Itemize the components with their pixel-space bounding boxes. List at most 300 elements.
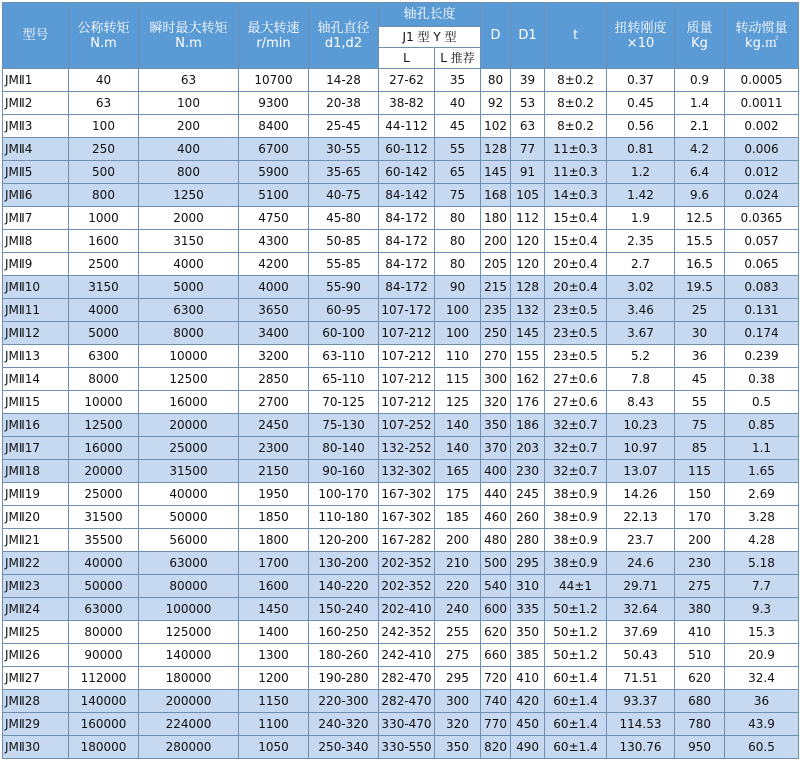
header-max-speed: 最大转速 r/min xyxy=(239,3,309,69)
cell-bore-diameter: 150-240 xyxy=(309,598,379,621)
cell-stiffness: 10.23 xyxy=(607,414,675,437)
cell-d: 820 xyxy=(481,736,511,759)
cell-inertia: 0.083 xyxy=(725,276,799,299)
cell-model: JMⅡ30 xyxy=(3,736,69,759)
cell-mass: 36 xyxy=(675,345,725,368)
cell-mass: 680 xyxy=(675,690,725,713)
cell-inertia: 1.1 xyxy=(725,437,799,460)
cell-bore-length-l: 167-282 xyxy=(379,529,435,552)
cell-bore-diameter: 40-75 xyxy=(309,184,379,207)
cell-rated-torque: 112000 xyxy=(69,667,139,690)
cell-d: 270 xyxy=(481,345,511,368)
cell-bore-diameter: 50-85 xyxy=(309,230,379,253)
cell-inertia: 32.4 xyxy=(725,667,799,690)
cell-inertia: 0.024 xyxy=(725,184,799,207)
cell-inertia: 3.28 xyxy=(725,506,799,529)
table-row xyxy=(3,184,799,207)
coupling-spec-table xyxy=(2,2,799,759)
cell-d1: 450 xyxy=(511,713,545,736)
table-row xyxy=(3,299,799,322)
cell-bore-length-l-recommended: 90 xyxy=(435,276,481,299)
cell-model: JMⅡ13 xyxy=(3,345,69,368)
cell-bore-length-l: 107-212 xyxy=(379,391,435,414)
table-row xyxy=(3,391,799,414)
cell-t: 44±1 xyxy=(545,575,607,598)
cell-stiffness: 1.2 xyxy=(607,161,675,184)
cell-bore-diameter: 80-140 xyxy=(309,437,379,460)
header-length-l-recommended: L 推荐 xyxy=(435,48,481,69)
cell-inertia: 2.69 xyxy=(725,483,799,506)
cell-max-speed: 6700 xyxy=(239,138,309,161)
cell-inertia: 7.7 xyxy=(725,575,799,598)
cell-mass: 200 xyxy=(675,529,725,552)
cell-t: 15±0.4 xyxy=(545,207,607,230)
cell-bore-length-l: 107-212 xyxy=(379,345,435,368)
cell-d: 370 xyxy=(481,437,511,460)
cell-max-speed: 5900 xyxy=(239,161,309,184)
header-bore-type: J1 型 Y 型 xyxy=(379,27,481,48)
cell-bore-diameter: 60-95 xyxy=(309,299,379,322)
cell-rated-torque: 100 xyxy=(69,115,139,138)
cell-model: JMⅡ5 xyxy=(3,161,69,184)
cell-bore-length-l-recommended: 40 xyxy=(435,92,481,115)
cell-bore-length-l: 330-470 xyxy=(379,713,435,736)
cell-bore-length-l-recommended: 210 xyxy=(435,552,481,575)
cell-inertia: 0.0005 xyxy=(725,69,799,92)
cell-inertia: 0.057 xyxy=(725,230,799,253)
cell-rated-torque: 6300 xyxy=(69,345,139,368)
cell-model: JMⅡ26 xyxy=(3,644,69,667)
cell-bore-length-l-recommended: 55 xyxy=(435,138,481,161)
cell-rated-torque: 3150 xyxy=(69,276,139,299)
table-row xyxy=(3,575,799,598)
table-row xyxy=(3,115,799,138)
cell-bore-diameter: 100-170 xyxy=(309,483,379,506)
cell-model: JMⅡ22 xyxy=(3,552,69,575)
cell-bore-length-l-recommended: 140 xyxy=(435,414,481,437)
table-row xyxy=(3,230,799,253)
header-mass: 质量 Kg xyxy=(675,3,725,69)
cell-t: 11±0.3 xyxy=(545,138,607,161)
cell-max-speed: 1800 xyxy=(239,529,309,552)
cell-mass: 4.2 xyxy=(675,138,725,161)
cell-d: 350 xyxy=(481,414,511,437)
cell-inertia: 0.012 xyxy=(725,161,799,184)
cell-bore-length-l: 84-172 xyxy=(379,253,435,276)
cell-mass: 620 xyxy=(675,667,725,690)
table-row xyxy=(3,621,799,644)
cell-bore-length-l-recommended: 115 xyxy=(435,368,481,391)
cell-d1: 176 xyxy=(511,391,545,414)
cell-rated-torque: 5000 xyxy=(69,322,139,345)
cell-stiffness: 5.2 xyxy=(607,345,675,368)
cell-peak-torque: 125000 xyxy=(139,621,239,644)
cell-bore-diameter: 65-110 xyxy=(309,368,379,391)
cell-d1: 53 xyxy=(511,92,545,115)
header-peak-torque: 瞬时最大转矩 N.m xyxy=(139,3,239,69)
cell-bore-length-l-recommended: 140 xyxy=(435,437,481,460)
cell-bore-diameter: 190-280 xyxy=(309,667,379,690)
cell-bore-length-l: 242-352 xyxy=(379,621,435,644)
cell-rated-torque: 40000 xyxy=(69,552,139,575)
cell-bore-length-l-recommended: 80 xyxy=(435,230,481,253)
cell-stiffness: 2.35 xyxy=(607,230,675,253)
cell-d1: 39 xyxy=(511,69,545,92)
cell-bore-length-l-recommended: 125 xyxy=(435,391,481,414)
cell-d1: 63 xyxy=(511,115,545,138)
cell-max-speed: 3650 xyxy=(239,299,309,322)
cell-mass: 45 xyxy=(675,368,725,391)
table-row xyxy=(3,92,799,115)
cell-bore-length-l-recommended: 165 xyxy=(435,460,481,483)
cell-d: 480 xyxy=(481,529,511,552)
cell-mass: 2.1 xyxy=(675,115,725,138)
cell-peak-torque: 180000 xyxy=(139,667,239,690)
cell-bore-length-l: 107-172 xyxy=(379,299,435,322)
cell-max-speed: 3400 xyxy=(239,322,309,345)
cell-bore-length-l: 132-252 xyxy=(379,437,435,460)
cell-mass: 380 xyxy=(675,598,725,621)
cell-model: JMⅡ19 xyxy=(3,483,69,506)
cell-max-speed: 1150 xyxy=(239,690,309,713)
cell-t: 50±1.2 xyxy=(545,598,607,621)
cell-t: 32±0.7 xyxy=(545,414,607,437)
cell-bore-length-l-recommended: 80 xyxy=(435,253,481,276)
cell-bore-diameter: 90-160 xyxy=(309,460,379,483)
cell-inertia: 0.38 xyxy=(725,368,799,391)
cell-stiffness: 114.53 xyxy=(607,713,675,736)
cell-d: 740 xyxy=(481,690,511,713)
cell-max-speed: 1050 xyxy=(239,736,309,759)
cell-mass: 170 xyxy=(675,506,725,529)
cell-max-speed: 5100 xyxy=(239,184,309,207)
cell-peak-torque: 31500 xyxy=(139,460,239,483)
cell-model: JMⅡ4 xyxy=(3,138,69,161)
cell-bore-length-l: 27-62 xyxy=(379,69,435,92)
header-inertia: 转动惯量 kg.㎡ xyxy=(725,3,799,69)
cell-t: 38±0.9 xyxy=(545,529,607,552)
cell-stiffness: 2.7 xyxy=(607,253,675,276)
cell-bore-length-l: 107-252 xyxy=(379,414,435,437)
cell-d: 215 xyxy=(481,276,511,299)
cell-d: 400 xyxy=(481,460,511,483)
cell-bore-length-l: 84-172 xyxy=(379,230,435,253)
cell-rated-torque: 4000 xyxy=(69,299,139,322)
cell-model: JMⅡ12 xyxy=(3,322,69,345)
cell-stiffness: 0.45 xyxy=(607,92,675,115)
cell-bore-length-l-recommended: 175 xyxy=(435,483,481,506)
cell-rated-torque: 20000 xyxy=(69,460,139,483)
cell-bore-length-l: 242-410 xyxy=(379,644,435,667)
cell-max-speed: 1300 xyxy=(239,644,309,667)
cell-bore-length-l: 107-212 xyxy=(379,368,435,391)
table-row xyxy=(3,276,799,299)
cell-mass: 19.5 xyxy=(675,276,725,299)
cell-bore-length-l-recommended: 45 xyxy=(435,115,481,138)
cell-bore-diameter: 60-100 xyxy=(309,322,379,345)
cell-d1: 105 xyxy=(511,184,545,207)
cell-t: 38±0.9 xyxy=(545,483,607,506)
cell-inertia: 43.9 xyxy=(725,713,799,736)
cell-rated-torque: 16000 xyxy=(69,437,139,460)
cell-rated-torque: 160000 xyxy=(69,713,139,736)
cell-t: 27±0.6 xyxy=(545,391,607,414)
cell-bore-diameter: 14-28 xyxy=(309,69,379,92)
cell-t: 38±0.9 xyxy=(545,506,607,529)
cell-stiffness: 32.64 xyxy=(607,598,675,621)
cell-d1: 155 xyxy=(511,345,545,368)
cell-mass: 780 xyxy=(675,713,725,736)
header-bore-diameter: 轴孔直径 d1,d2 xyxy=(309,3,379,69)
cell-rated-torque: 8000 xyxy=(69,368,139,391)
cell-rated-torque: 2500 xyxy=(69,253,139,276)
cell-max-speed: 1950 xyxy=(239,483,309,506)
cell-bore-length-l-recommended: 275 xyxy=(435,644,481,667)
cell-max-speed: 1600 xyxy=(239,575,309,598)
cell-bore-length-l: 167-302 xyxy=(379,506,435,529)
cell-stiffness: 0.37 xyxy=(607,69,675,92)
cell-d1: 420 xyxy=(511,690,545,713)
cell-inertia: 0.85 xyxy=(725,414,799,437)
cell-model: JMⅡ24 xyxy=(3,598,69,621)
cell-d1: 385 xyxy=(511,644,545,667)
cell-d: 720 xyxy=(481,667,511,690)
cell-mass: 16.5 xyxy=(675,253,725,276)
cell-model: JMⅡ25 xyxy=(3,621,69,644)
cell-d: 540 xyxy=(481,575,511,598)
cell-mass: 1.4 xyxy=(675,92,725,115)
cell-bore-length-l: 84-172 xyxy=(379,207,435,230)
cell-peak-torque: 280000 xyxy=(139,736,239,759)
cell-peak-torque: 25000 xyxy=(139,437,239,460)
cell-bore-length-l: 84-142 xyxy=(379,184,435,207)
cell-peak-torque: 400 xyxy=(139,138,239,161)
cell-d: 235 xyxy=(481,299,511,322)
cell-bore-length-l-recommended: 295 xyxy=(435,667,481,690)
cell-peak-torque: 6300 xyxy=(139,299,239,322)
cell-mass: 950 xyxy=(675,736,725,759)
cell-bore-length-l-recommended: 200 xyxy=(435,529,481,552)
cell-max-speed: 4200 xyxy=(239,253,309,276)
cell-model: JMⅡ11 xyxy=(3,299,69,322)
cell-inertia: 36 xyxy=(725,690,799,713)
cell-rated-torque: 31500 xyxy=(69,506,139,529)
cell-peak-torque: 100000 xyxy=(139,598,239,621)
cell-stiffness: 8.43 xyxy=(607,391,675,414)
table-row xyxy=(3,322,799,345)
cell-inertia: 0.5 xyxy=(725,391,799,414)
table-row xyxy=(3,368,799,391)
cell-bore-length-l-recommended: 80 xyxy=(435,207,481,230)
cell-mass: 230 xyxy=(675,552,725,575)
table-row xyxy=(3,161,799,184)
cell-bore-diameter: 63-110 xyxy=(309,345,379,368)
cell-bore-diameter: 250-340 xyxy=(309,736,379,759)
cell-peak-torque: 63 xyxy=(139,69,239,92)
cell-inertia: 0.174 xyxy=(725,322,799,345)
cell-t: 27±0.6 xyxy=(545,368,607,391)
cell-bore-length-l-recommended: 350 xyxy=(435,736,481,759)
cell-mass: 115 xyxy=(675,460,725,483)
cell-bore-diameter: 160-250 xyxy=(309,621,379,644)
cell-inertia: 60.5 xyxy=(725,736,799,759)
cell-d: 92 xyxy=(481,92,511,115)
cell-inertia: 15.3 xyxy=(725,621,799,644)
cell-model: JMⅡ20 xyxy=(3,506,69,529)
cell-t: 60±1.4 xyxy=(545,667,607,690)
cell-d: 460 xyxy=(481,506,511,529)
cell-model: JMⅡ3 xyxy=(3,115,69,138)
cell-bore-diameter: 130-200 xyxy=(309,552,379,575)
header-length-l: L xyxy=(379,48,435,69)
cell-d: 180 xyxy=(481,207,511,230)
cell-d: 168 xyxy=(481,184,511,207)
cell-inertia: 0.002 xyxy=(725,115,799,138)
cell-peak-torque: 80000 xyxy=(139,575,239,598)
cell-inertia: 0.065 xyxy=(725,253,799,276)
cell-model: JMⅡ9 xyxy=(3,253,69,276)
cell-bore-length-l-recommended: 75 xyxy=(435,184,481,207)
cell-bore-length-l: 282-470 xyxy=(379,690,435,713)
cell-bore-diameter: 70-125 xyxy=(309,391,379,414)
cell-d1: 230 xyxy=(511,460,545,483)
cell-d1: 128 xyxy=(511,276,545,299)
table-row xyxy=(3,345,799,368)
cell-bore-diameter: 25-45 xyxy=(309,115,379,138)
cell-d1: 145 xyxy=(511,322,545,345)
cell-max-speed: 2300 xyxy=(239,437,309,460)
cell-d: 200 xyxy=(481,230,511,253)
header-bore-length: 轴孔长度 xyxy=(379,3,481,27)
cell-d: 660 xyxy=(481,644,511,667)
table-row xyxy=(3,69,799,92)
cell-peak-torque: 2000 xyxy=(139,207,239,230)
cell-peak-torque: 56000 xyxy=(139,529,239,552)
cell-t: 8±0.2 xyxy=(545,115,607,138)
cell-bore-length-l: 84-172 xyxy=(379,276,435,299)
cell-peak-torque: 40000 xyxy=(139,483,239,506)
cell-inertia: 0.131 xyxy=(725,299,799,322)
cell-inertia: 20.9 xyxy=(725,644,799,667)
cell-stiffness: 24.6 xyxy=(607,552,675,575)
cell-stiffness: 10.97 xyxy=(607,437,675,460)
cell-rated-torque: 35500 xyxy=(69,529,139,552)
cell-bore-diameter: 55-85 xyxy=(309,253,379,276)
cell-max-speed: 3200 xyxy=(239,345,309,368)
cell-model: JMⅡ10 xyxy=(3,276,69,299)
cell-bore-length-l: 132-302 xyxy=(379,460,435,483)
cell-t: 32±0.7 xyxy=(545,460,607,483)
cell-rated-torque: 180000 xyxy=(69,736,139,759)
cell-max-speed: 2700 xyxy=(239,391,309,414)
cell-max-speed: 10700 xyxy=(239,69,309,92)
cell-bore-length-l: 107-212 xyxy=(379,322,435,345)
cell-peak-torque: 63000 xyxy=(139,552,239,575)
cell-model: JMⅡ8 xyxy=(3,230,69,253)
cell-d: 80 xyxy=(481,69,511,92)
cell-d1: 310 xyxy=(511,575,545,598)
cell-d1: 260 xyxy=(511,506,545,529)
cell-d1: 120 xyxy=(511,230,545,253)
cell-rated-torque: 1000 xyxy=(69,207,139,230)
cell-d1: 162 xyxy=(511,368,545,391)
cell-mass: 275 xyxy=(675,575,725,598)
cell-d: 300 xyxy=(481,368,511,391)
table-header xyxy=(3,3,799,69)
cell-bore-diameter: 120-200 xyxy=(309,529,379,552)
cell-peak-torque: 12500 xyxy=(139,368,239,391)
cell-model: JMⅡ28 xyxy=(3,690,69,713)
table-row xyxy=(3,529,799,552)
cell-bore-length-l: 167-302 xyxy=(379,483,435,506)
table-row xyxy=(3,736,799,759)
table-row xyxy=(3,414,799,437)
cell-bore-diameter: 45-80 xyxy=(309,207,379,230)
cell-peak-torque: 224000 xyxy=(139,713,239,736)
cell-d1: 335 xyxy=(511,598,545,621)
cell-bore-length-l-recommended: 300 xyxy=(435,690,481,713)
cell-d1: 132 xyxy=(511,299,545,322)
cell-max-speed: 1400 xyxy=(239,621,309,644)
cell-stiffness: 50.43 xyxy=(607,644,675,667)
table-row xyxy=(3,253,799,276)
cell-bore-length-l-recommended: 35 xyxy=(435,69,481,92)
cell-bore-length-l-recommended: 100 xyxy=(435,322,481,345)
cell-stiffness: 93.37 xyxy=(607,690,675,713)
cell-max-speed: 4300 xyxy=(239,230,309,253)
cell-d1: 186 xyxy=(511,414,545,437)
cell-t: 20±0.4 xyxy=(545,276,607,299)
cell-stiffness: 37.69 xyxy=(607,621,675,644)
cell-rated-torque: 63000 xyxy=(69,598,139,621)
cell-model: JMⅡ6 xyxy=(3,184,69,207)
cell-stiffness: 29.71 xyxy=(607,575,675,598)
cell-rated-torque: 800 xyxy=(69,184,139,207)
cell-max-speed: 4000 xyxy=(239,276,309,299)
cell-bore-length-l-recommended: 240 xyxy=(435,598,481,621)
cell-model: JMⅡ2 xyxy=(3,92,69,115)
cell-stiffness: 23.7 xyxy=(607,529,675,552)
cell-bore-diameter: 30-55 xyxy=(309,138,379,161)
cell-bore-diameter: 220-300 xyxy=(309,690,379,713)
cell-rated-torque: 50000 xyxy=(69,575,139,598)
cell-bore-diameter: 75-130 xyxy=(309,414,379,437)
table-row xyxy=(3,138,799,161)
cell-bore-length-l-recommended: 255 xyxy=(435,621,481,644)
cell-d1: 245 xyxy=(511,483,545,506)
cell-mass: 0.9 xyxy=(675,69,725,92)
cell-model: JMⅡ7 xyxy=(3,207,69,230)
cell-inertia: 0.0011 xyxy=(725,92,799,115)
cell-max-speed: 8400 xyxy=(239,115,309,138)
cell-t: 60±1.4 xyxy=(545,736,607,759)
cell-rated-torque: 40 xyxy=(69,69,139,92)
cell-bore-length-l-recommended: 110 xyxy=(435,345,481,368)
cell-model: JMⅡ29 xyxy=(3,713,69,736)
cell-stiffness: 13.07 xyxy=(607,460,675,483)
cell-rated-torque: 80000 xyxy=(69,621,139,644)
cell-bore-length-l: 202-352 xyxy=(379,575,435,598)
cell-t: 60±1.4 xyxy=(545,713,607,736)
cell-peak-torque: 16000 xyxy=(139,391,239,414)
cell-peak-torque: 800 xyxy=(139,161,239,184)
cell-rated-torque: 10000 xyxy=(69,391,139,414)
cell-bore-length-l-recommended: 220 xyxy=(435,575,481,598)
cell-peak-torque: 4000 xyxy=(139,253,239,276)
cell-bore-diameter: 55-90 xyxy=(309,276,379,299)
cell-mass: 150 xyxy=(675,483,725,506)
cell-bore-diameter: 240-320 xyxy=(309,713,379,736)
